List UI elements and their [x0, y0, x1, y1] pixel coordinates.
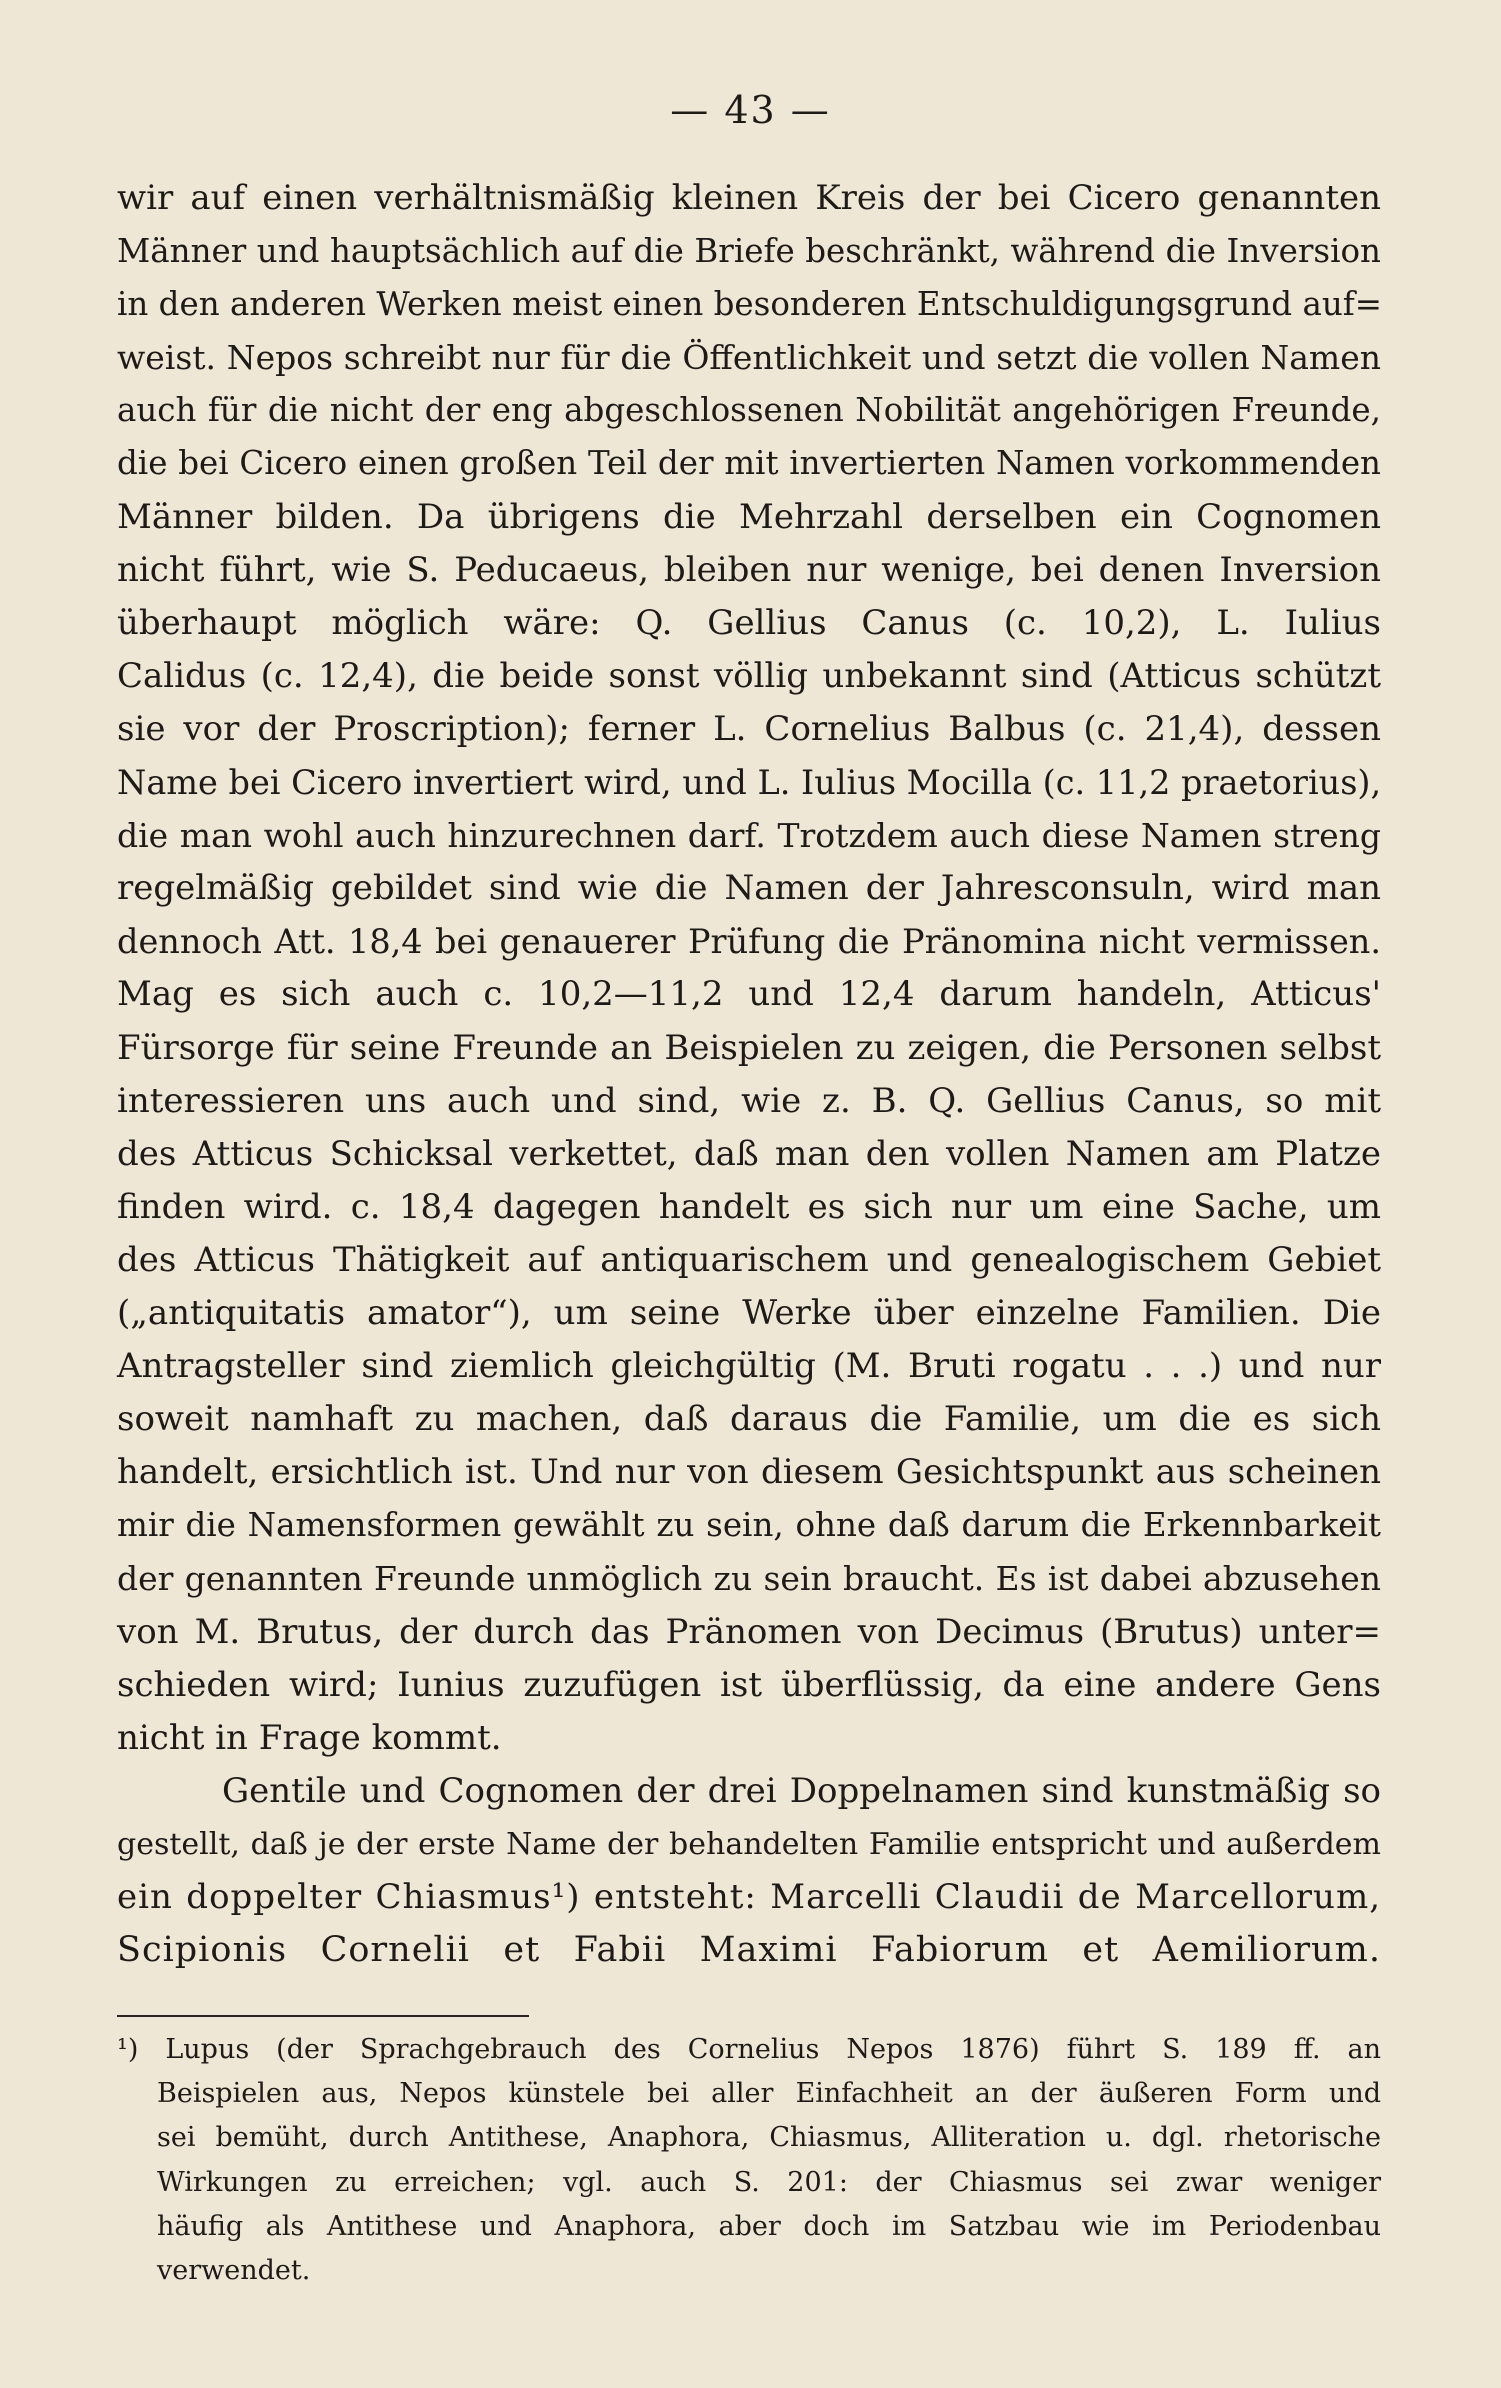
text-line: Fürsorge für seine Freunde an Beispielen zu zeigen, die Personen selbst	[117, 1027, 1381, 1068]
text-line: von M. Brutus, der durch das Pränomen von Decimus (Brutus) unter=	[117, 1611, 1381, 1652]
text-line: Männer bilden. Da übrigens die Mehrzahl derselben ein Cognomen	[117, 496, 1381, 537]
text-line: des Atticus Schicksal verkettet, daß man den vollen Namen am Platze	[117, 1133, 1381, 1174]
text-line: mir die Namensformen gewählt zu sein, ohne daß darum die Erkennbarkeit	[117, 1506, 1381, 1545]
text-line: Antragsteller sind ziemlich gleichgültig (M. Bruti rogatu . . .) und nur	[117, 1346, 1381, 1387]
text-line: handelt, ersichtlich ist. Und nur von diesem Gesichtspunkt aus scheinen	[117, 1452, 1381, 1493]
text-line: Männer und hauptsächlich auf die Briefe beschränkt, während die Inversion	[117, 232, 1381, 271]
text-line: ein doppelter Chiasmus¹) entsteht: Marcelli Claudii de Marcellorum,	[117, 1877, 1381, 1917]
text-line: dennoch Att. 18,4 bei genauerer Prüfung die Pränomina nicht vermissen.	[117, 922, 1381, 962]
paragraph-start-line: Gentile und Cognomen der drei Doppelnamen sind kunstmäßig so	[222, 1770, 1381, 1811]
paragraph-end-line: Scipionis Cornelii et Fabii Maximi Fabiorum et Aemiliorum.	[117, 1930, 1381, 1971]
text-line: regelmäßig gebildet sind wie die Namen der Jahresconsuln, wird man	[117, 868, 1381, 909]
text-line: („antiquitatis amator“), um seine Werke über einzelne Familien. Die	[117, 1292, 1381, 1333]
paragraph-end-line: nicht in Frage kommt.	[117, 1717, 502, 1758]
footnote-line: ¹) Lupus (der Sprachgebrauch des Cornelius Nepos 1876) führt S. 189 ff. an	[117, 2034, 1381, 2065]
text-line: gestellt, daß je der erste Name der behandelten Familie entspricht und außerdem	[117, 1826, 1381, 1862]
text-line: Calidus (c. 12,4), die beide sonst völlig unbekannt sind (Atticus schützt	[117, 655, 1381, 696]
footnotes	[117, 2028, 1381, 2293]
text-line: Mag es sich auch c. 10,2—11,2 und 12,4 darum handeln, Atticus'	[117, 974, 1381, 1015]
text-line: Name bei Cicero invertiert wird, und L. Iulius Mocilla (c. 11,2 praetorius),	[117, 763, 1382, 803]
text-line: der genannten Freunde unmöglich zu sein braucht. Es ist dabei abzusehen	[117, 1559, 1381, 1599]
text-line: interessieren uns auch und sind, wie z. B. Q. Gellius Canus, so mit	[117, 1080, 1381, 1121]
footnote-line: häufig als Antithese und Anaphora, aber doch im Satzbau wie im Periodenbau	[157, 2210, 1381, 2242]
text-line: wir auf einen verhältnismäßig kleinen Kreis der bei Cicero genannten	[117, 178, 1381, 218]
text-line: schieden wird; Iunius zuzufügen ist überflüssig, da eine andere Gens	[117, 1664, 1381, 1705]
text-line: nicht führt, wie S. Peducaeus, bleiben nur wenige, bei denen Inversion	[117, 549, 1381, 590]
text-line: finden wird. c. 18,4 dagegen handelt es sich nur um eine Sache, um	[117, 1186, 1381, 1227]
text-line: die bei Cicero einen großen Teil der mit invertierten Namen vorkommenden	[117, 444, 1381, 483]
body-text	[117, 172, 1381, 1977]
footnote-line: verwendet.	[157, 2254, 311, 2286]
text-line: in den anderen Werken meist einen besonderen Entschuldigungsgrund auf=	[117, 285, 1383, 324]
page-number: — 43 —	[670, 88, 831, 132]
footnote-divider	[117, 2015, 529, 2017]
text-line: weist. Nepos schreibt nur für die Öffentlichkeit und setzt die vollen Namen	[117, 338, 1381, 378]
text-line: sie vor der Proscription); ferner L. Cornelius Balbus (c. 21,4), dessen	[117, 708, 1381, 749]
footnote-line: sei bemüht, durch Antithese, Anaphora, Chiasmus, Alliteration u. dgl. rhetorische	[157, 2122, 1381, 2154]
footnote-line: Beispielen aus, Nepos künstele bei aller Einfachheit an der äußeren Form und	[157, 2078, 1381, 2110]
text-line: auch für die nicht der eng abgeschlossenen Nobilität angehörigen Freunde,	[117, 391, 1381, 430]
footnote-line: Wirkungen zu erreichen; vgl. auch S. 201: der Chiasmus sei zwar weniger	[157, 2166, 1381, 2198]
text-line: des Atticus Thätigkeit auf antiquarischem und genealogischem Gebiet	[117, 1239, 1381, 1280]
text-line: soweit namhaft zu machen, daß daraus die Familie, um die es sich	[117, 1399, 1381, 1440]
text-line: überhaupt möglich wäre: Q. Gellius Canus (c. 10,2), L. Iulius	[117, 602, 1381, 643]
text-line: die man wohl auch hinzurechnen darf. Trotzdem auch diese Namen streng	[117, 816, 1381, 856]
